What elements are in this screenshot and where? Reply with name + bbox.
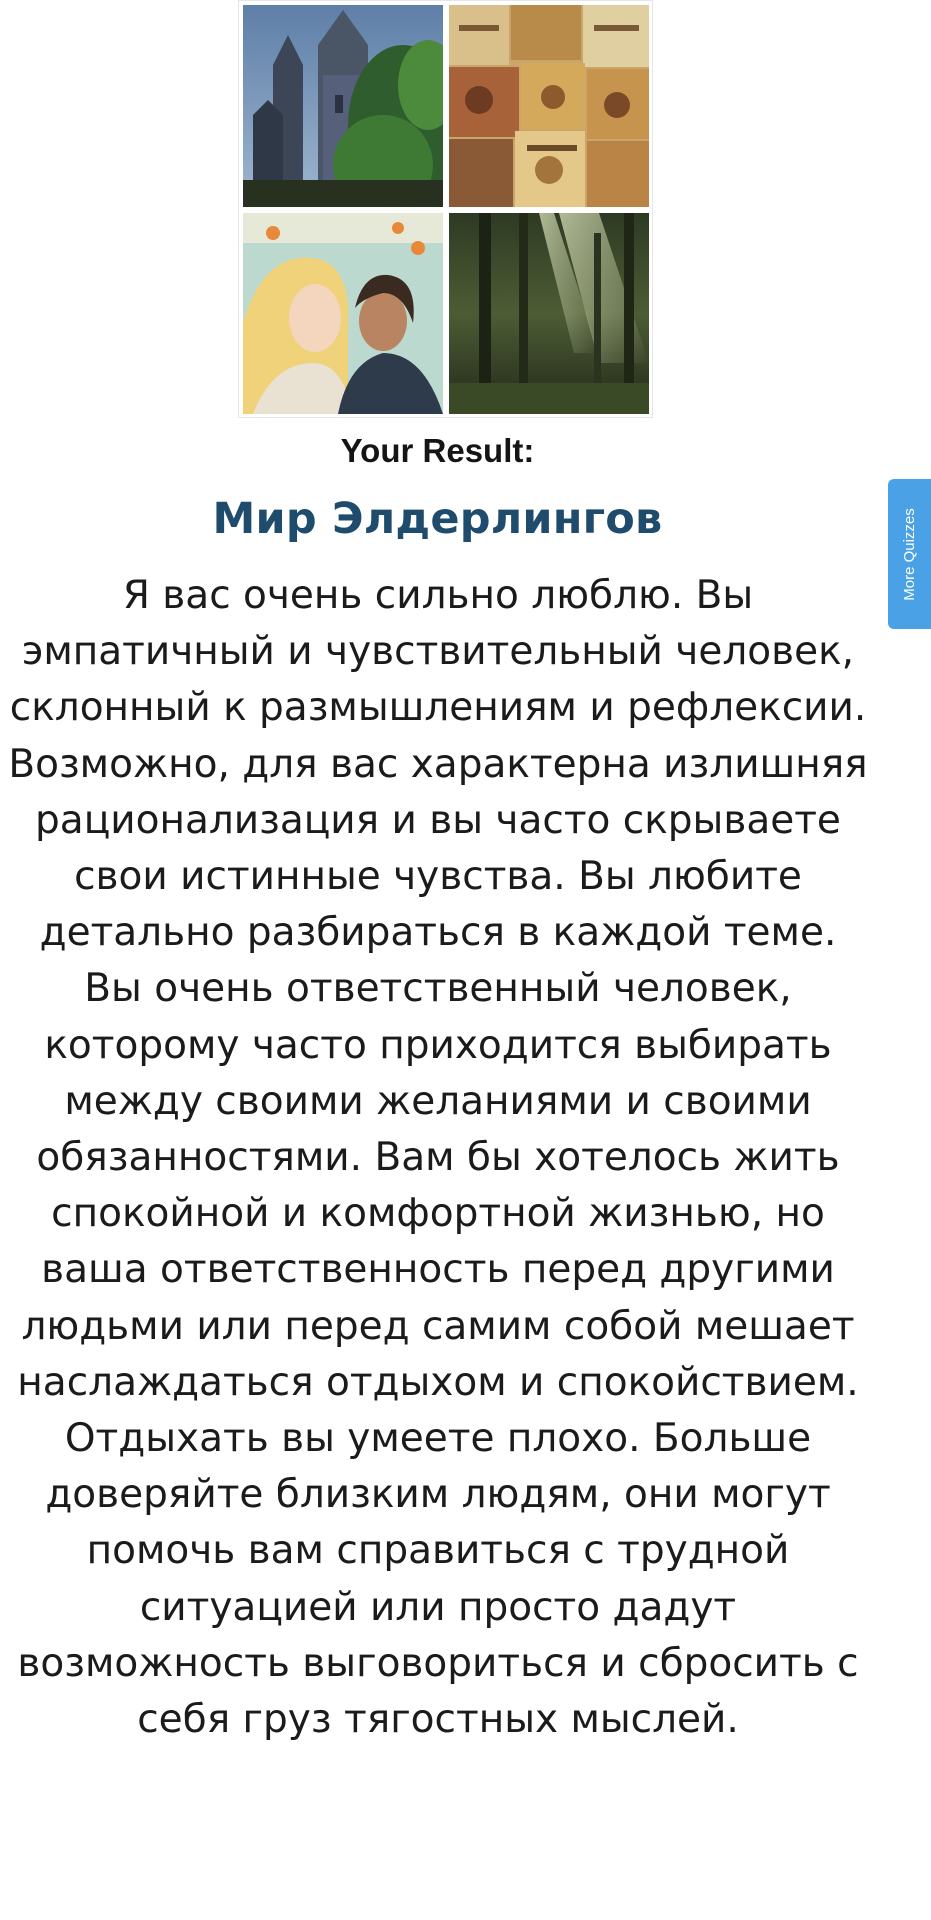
more-quizzes-label: More Quizzes [901,507,918,601]
book-covers-image [449,5,649,207]
result-image-collage [238,0,653,418]
result-label: Your Result: [340,432,535,469]
more-quizzes-tab[interactable] [888,479,931,629]
result-description: Я вас очень сильно люблю. Вы эмпатичный и чувствительный человек, склонный к размышлениям и рефлексии. Возможно, для вас характерна излишняя рационализация и вы часто скрываете свои истинные чувства. Вы любите детально разбираться в каждой теме. Вы очень ответственный человек, которому часто приходится выбирать между своими желаниями и своими обязанностями. Вам бы хотелось жить спокойной и комфортной жизнью, но ваша ответственность перед другими людьми или перед самим собой мешает наслаждаться отдыхом и спокойствием. Отдыхать вы умеете плохо. Больше доверяйте близким людям, они могут помочь вам справиться с трудной ситуацией или просто дадут возможность выговориться и сбросить с себя груз тягостных мыслей. [8,573,868,1743]
illustrated-characters-image [243,213,443,414]
result-title: Мир Элдерлингов [212,494,663,544]
sunlit-forest-image [449,213,649,414]
castle-towers-image [243,5,443,207]
